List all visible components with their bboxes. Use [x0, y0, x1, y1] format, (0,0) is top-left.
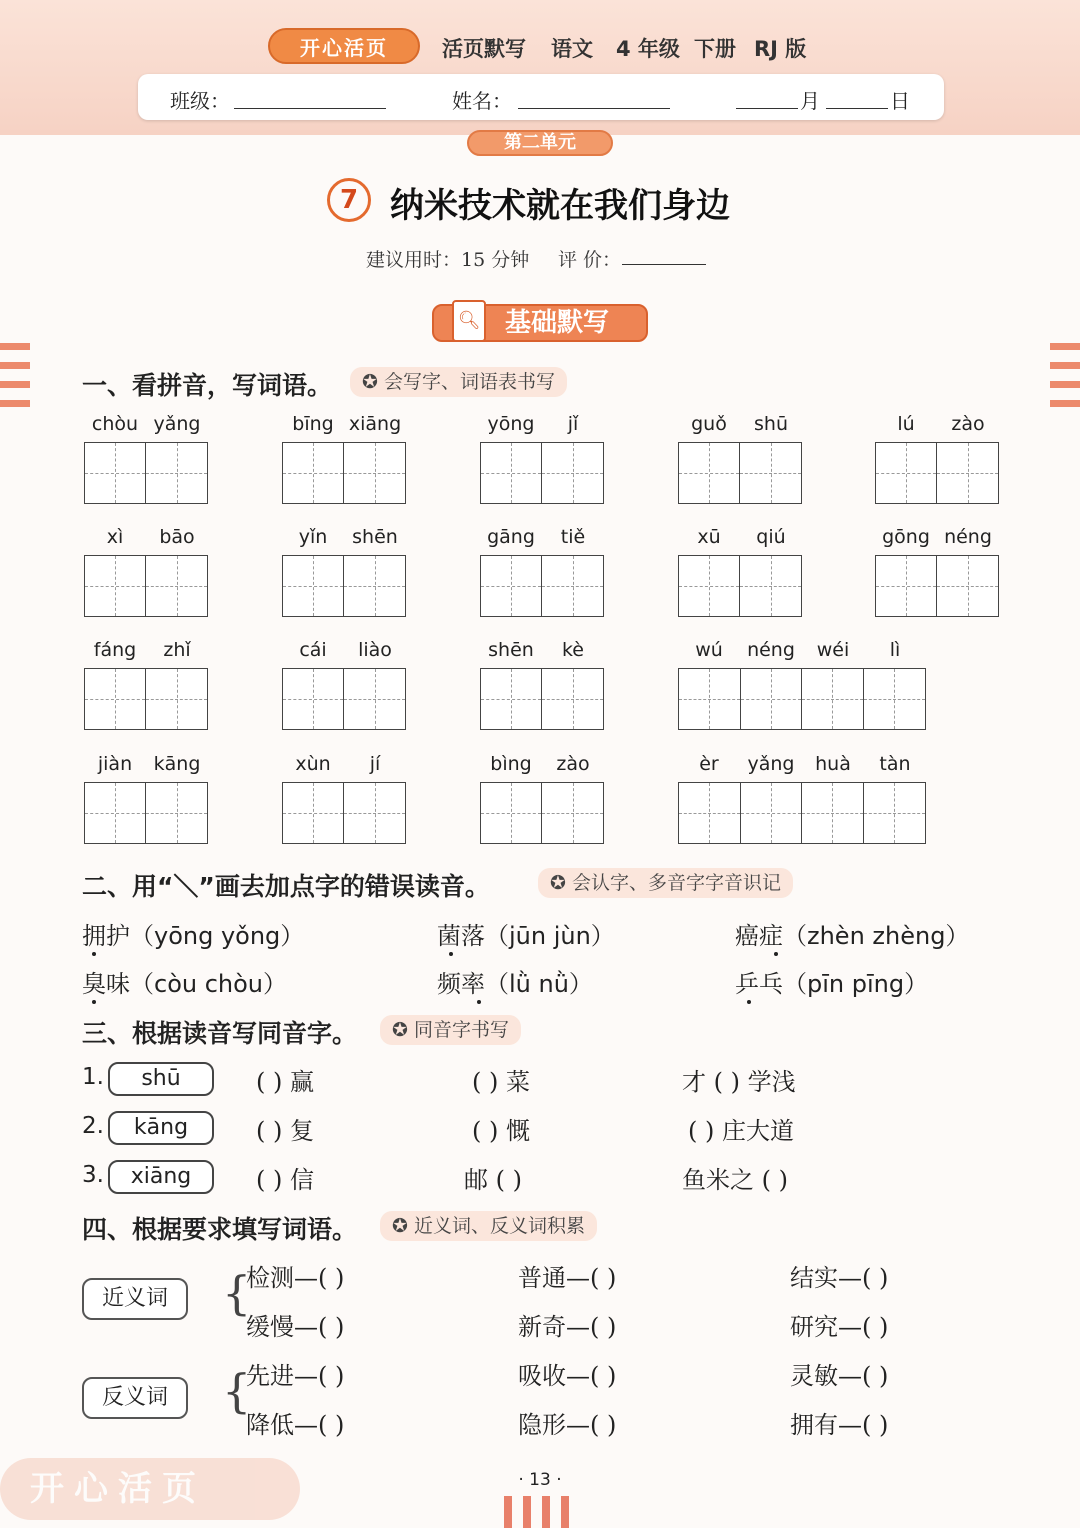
pinyin-pill: shū: [108, 1062, 214, 1096]
tian-zi-cell[interactable]: [542, 556, 603, 616]
pinyin-syllable: zào: [951, 413, 985, 435]
tian-zi-cell[interactable]: [937, 556, 998, 616]
tian-zi-cell[interactable]: [740, 443, 801, 503]
pinyin-syllable: wú: [695, 639, 723, 661]
pinyin-syllable: yǐn: [298, 526, 328, 548]
tian-zi-cell[interactable]: [85, 783, 146, 843]
writing-grid[interactable]: [282, 442, 406, 504]
pronunciation-item[interactable]: 频率（lǜ nǜ）: [437, 970, 593, 998]
writing-grid[interactable]: [480, 442, 604, 504]
section4-title: 四、根据要求填写词语。: [82, 1215, 358, 1244]
tian-zi-cell[interactable]: [283, 556, 344, 616]
question-number: 3.: [82, 1162, 104, 1188]
unit-tag: 第二单元: [467, 130, 613, 156]
pinyin-pill: xiāng: [108, 1160, 214, 1194]
pronunciation-item[interactable]: 乒乓（pīn pīng）: [735, 970, 929, 998]
word-blank[interactable]: 先进—( ): [246, 1362, 345, 1390]
writing-grid[interactable]: [678, 668, 926, 730]
bottom-deco: [523, 1496, 531, 1528]
word-blank[interactable]: 吸收—( ): [518, 1362, 617, 1390]
writing-grid[interactable]: [678, 555, 802, 617]
writing-grid[interactable]: [282, 668, 406, 730]
pinyin-syllable: kè: [561, 639, 584, 661]
tian-zi-cell[interactable]: [542, 443, 603, 503]
writing-grid[interactable]: [84, 555, 208, 617]
tian-zi-cell[interactable]: [146, 443, 207, 503]
pinyin-syllable: tàn: [879, 753, 911, 775]
pinyin-syllable: jǐ: [567, 413, 579, 435]
emphasis-dot: [747, 1000, 751, 1004]
pinyin-syllable: gōng: [882, 526, 930, 548]
word-blank[interactable]: 新奇—( ): [518, 1313, 617, 1341]
bottom-deco: [504, 1496, 512, 1528]
writing-grid[interactable]: [282, 782, 406, 844]
section1-title: 一、看拼音，写词语。: [82, 371, 333, 400]
pinyin-syllable: yǎng: [747, 753, 795, 775]
word-blank[interactable]: 隐形—( ): [518, 1411, 617, 1439]
side-deco-right: [1050, 400, 1080, 407]
pinyin-syllable: cái: [299, 639, 327, 661]
homophone-blank[interactable]: 邮 ( ): [464, 1166, 522, 1194]
tian-zi-cell[interactable]: [802, 783, 864, 843]
footer-watermark-logo: 开心活页: [0, 1458, 300, 1520]
edition-label: RJ 版: [754, 37, 807, 61]
writing-grid[interactable]: [480, 555, 604, 617]
pinyin-syllable: shēn: [352, 526, 398, 548]
tian-zi-cell[interactable]: [679, 556, 740, 616]
magnifier-icon: 🔍︎: [452, 300, 486, 342]
pinyin-syllable: néng: [747, 639, 795, 661]
tian-zi-cell[interactable]: [85, 669, 146, 729]
pinyin-syllable: fáng: [93, 639, 137, 661]
evaluation-field[interactable]: [622, 264, 706, 265]
series-label: 活页默写: [442, 37, 526, 61]
section2-title: 二、用“＼”画去加点字的错误读音。: [82, 872, 490, 901]
bottom-deco: [561, 1496, 569, 1528]
pinyin-syllable: huà: [815, 753, 851, 775]
tian-zi-cell[interactable]: [146, 669, 207, 729]
writing-grid[interactable]: [678, 782, 926, 844]
tian-zi-cell[interactable]: [864, 783, 926, 843]
tian-zi-cell[interactable]: [481, 783, 542, 843]
tian-zi-cell[interactable]: [937, 443, 998, 503]
tian-zi-cell[interactable]: [876, 443, 937, 503]
emphasis-dot: [449, 952, 453, 956]
antonym-tag: 反义词: [82, 1377, 188, 1419]
pinyin-syllable: zào: [556, 753, 590, 775]
pinyin-syllable: bāo: [159, 526, 195, 548]
suggested-time: 建议用时：15 分钟: [366, 249, 530, 271]
page-number: · 13 ·: [518, 1470, 562, 1490]
pinyin-syllable: lì: [889, 639, 901, 661]
pinyin-syllable: néng: [944, 526, 992, 548]
tian-zi-cell[interactable]: [344, 443, 405, 503]
side-deco-left: [0, 343, 30, 350]
tian-zi-cell[interactable]: [344, 669, 405, 729]
grade-label: 4 年级: [616, 37, 680, 61]
brace: {: [222, 1266, 252, 1320]
month-field[interactable]: [736, 108, 798, 109]
side-deco-left: [0, 362, 30, 369]
class-field[interactable]: [234, 108, 386, 109]
day-label: 日: [890, 89, 910, 113]
tian-zi-cell[interactable]: [864, 669, 926, 729]
synonym-tag: 近义词: [82, 1278, 188, 1320]
side-deco-right: [1050, 362, 1080, 369]
tian-zi-cell[interactable]: [344, 783, 405, 843]
tian-zi-cell[interactable]: [542, 783, 603, 843]
tian-zi-cell[interactable]: [679, 669, 741, 729]
pinyin-syllable: lú: [897, 413, 915, 435]
pinyin-syllable: wéi: [816, 639, 850, 661]
section3-title: 三、根据读音写同音字。: [82, 1019, 358, 1048]
tian-zi-cell[interactable]: [283, 783, 344, 843]
tian-zi-cell[interactable]: [876, 556, 937, 616]
pinyin-syllable: xiāng: [348, 413, 402, 435]
tian-zi-cell[interactable]: [344, 556, 405, 616]
tian-zi-cell[interactable]: [679, 443, 740, 503]
word-blank[interactable]: 研究—( ): [790, 1313, 889, 1341]
word-blank[interactable]: 灵敏—( ): [790, 1362, 889, 1390]
homophone-blank[interactable]: ( ) 赢: [256, 1068, 314, 1096]
volume-label: 下册: [694, 37, 736, 61]
tian-zi-cell[interactable]: [741, 669, 803, 729]
writing-grid[interactable]: [480, 782, 604, 844]
tian-zi-cell[interactable]: [802, 669, 864, 729]
emphasis-dot: [774, 952, 778, 956]
section2-note: ✪ 会认字、多音字字音识记: [538, 868, 793, 898]
subject-label: 语文: [551, 37, 593, 61]
pinyin-syllable: tiě: [560, 526, 586, 548]
section3-note: ✪ 同音字书写: [380, 1015, 521, 1045]
word-blank[interactable]: 拥有—( ): [790, 1411, 889, 1439]
class-label: 班级：: [170, 89, 230, 113]
section-banner: 基础默写: [432, 304, 648, 342]
pronunciation-item[interactable]: 臭味（còu chòu）: [82, 970, 288, 998]
month-label: 月: [800, 89, 820, 113]
word-blank[interactable]: 普通—( ): [518, 1264, 617, 1292]
brand-logo: 开心活页: [268, 28, 420, 64]
brace: {: [222, 1364, 252, 1418]
homophone-blank[interactable]: ( ) 庄大道: [688, 1117, 794, 1145]
tian-zi-cell[interactable]: [146, 556, 207, 616]
pinyin-syllable: bīng: [292, 413, 334, 435]
homophone-blank[interactable]: ( ) 慨: [472, 1117, 530, 1145]
homophone-blank[interactable]: 鱼米之 ( ): [682, 1166, 788, 1194]
pinyin-syllable: èr: [699, 753, 719, 775]
pinyin-syllable: xì: [106, 526, 124, 548]
pinyin-syllable: yōng: [487, 413, 535, 435]
tian-zi-cell[interactable]: [740, 556, 801, 616]
writing-grid[interactable]: [678, 442, 802, 504]
pinyin-syllable: gāng: [487, 526, 535, 548]
word-blank[interactable]: 结实—( ): [790, 1264, 889, 1292]
emphasis-dot: [92, 952, 96, 956]
pinyin-syllable: zhǐ: [163, 639, 191, 661]
pinyin-syllable: yǎng: [153, 413, 201, 435]
name-label: 姓名：: [452, 89, 512, 113]
pronunciation-item[interactable]: 拥护（yōng yǒng）: [82, 922, 305, 950]
writing-grid[interactable]: [480, 668, 604, 730]
side-deco-right: [1050, 343, 1080, 350]
pinyin-syllable: shū: [754, 413, 788, 435]
pinyin-syllable: kāng: [153, 753, 201, 775]
tian-zi-cell[interactable]: [481, 556, 542, 616]
pinyin-pill: kāng: [108, 1111, 214, 1145]
pinyin-syllable: qiú: [756, 526, 786, 548]
pinyin-syllable: chòu: [91, 413, 139, 435]
tian-zi-cell[interactable]: [85, 556, 146, 616]
lesson-number-badge: 7: [327, 178, 371, 222]
question-number: 1.: [82, 1064, 104, 1090]
tian-zi-cell[interactable]: [146, 783, 207, 843]
tian-zi-cell[interactable]: [85, 443, 146, 503]
tian-zi-cell[interactable]: [542, 669, 603, 729]
question-number: 2.: [82, 1113, 104, 1139]
homophone-blank[interactable]: ( ) 复: [256, 1117, 314, 1145]
tian-zi-cell[interactable]: [481, 443, 542, 503]
pronunciation-item[interactable]: 菌落（jūn jùn）: [437, 922, 615, 950]
writing-grid[interactable]: [84, 782, 208, 844]
pinyin-syllable: shēn: [488, 639, 534, 661]
tian-zi-cell[interactable]: [679, 783, 741, 843]
writing-grid[interactable]: [84, 668, 208, 730]
side-deco-left: [0, 381, 30, 388]
pinyin-syllable: jí: [369, 753, 381, 775]
pinyin-syllable: xū: [697, 526, 721, 548]
tian-zi-cell[interactable]: [481, 669, 542, 729]
pinyin-syllable: jiàn: [97, 753, 133, 775]
homophone-blank[interactable]: ( ) 菜: [472, 1068, 530, 1096]
tian-zi-cell[interactable]: [283, 669, 344, 729]
pinyin-syllable: guǒ: [691, 413, 727, 435]
writing-grid[interactable]: [282, 555, 406, 617]
evaluation-label: 评 价：: [558, 249, 622, 271]
student-info-bar: [138, 74, 944, 120]
writing-grid[interactable]: [875, 555, 999, 617]
pinyin-syllable: liào: [358, 639, 392, 661]
word-blank[interactable]: 降低—( ): [246, 1411, 345, 1439]
writing-grid[interactable]: [84, 442, 208, 504]
writing-grid[interactable]: [875, 442, 999, 504]
side-deco-right: [1050, 381, 1080, 388]
emphasis-dot: [477, 1000, 481, 1004]
homophone-blank[interactable]: ( ) 信: [256, 1166, 314, 1194]
bottom-deco: [542, 1496, 550, 1528]
word-blank[interactable]: 缓慢—( ): [246, 1313, 345, 1341]
tian-zi-cell[interactable]: [283, 443, 344, 503]
tian-zi-cell[interactable]: [741, 783, 803, 843]
section4-note: ✪ 近义词、反义词积累: [380, 1211, 597, 1241]
pinyin-syllable: xùn: [295, 753, 331, 775]
pronunciation-item[interactable]: 癌症（zhèn zhèng）: [735, 922, 970, 950]
emphasis-dot: [92, 1000, 96, 1004]
homophone-blank[interactable]: 才 ( ) 学浅: [682, 1068, 796, 1096]
section1-note: ✪ 会写字、词语表书写: [350, 367, 567, 397]
name-field[interactable]: [518, 108, 670, 109]
pinyin-syllable: bìng: [490, 753, 532, 775]
day-field[interactable]: [826, 108, 888, 109]
lesson-title: 纳米技术就在我们身边: [390, 186, 730, 226]
word-blank[interactable]: 检测—( ): [246, 1264, 345, 1292]
side-deco-left: [0, 400, 30, 407]
